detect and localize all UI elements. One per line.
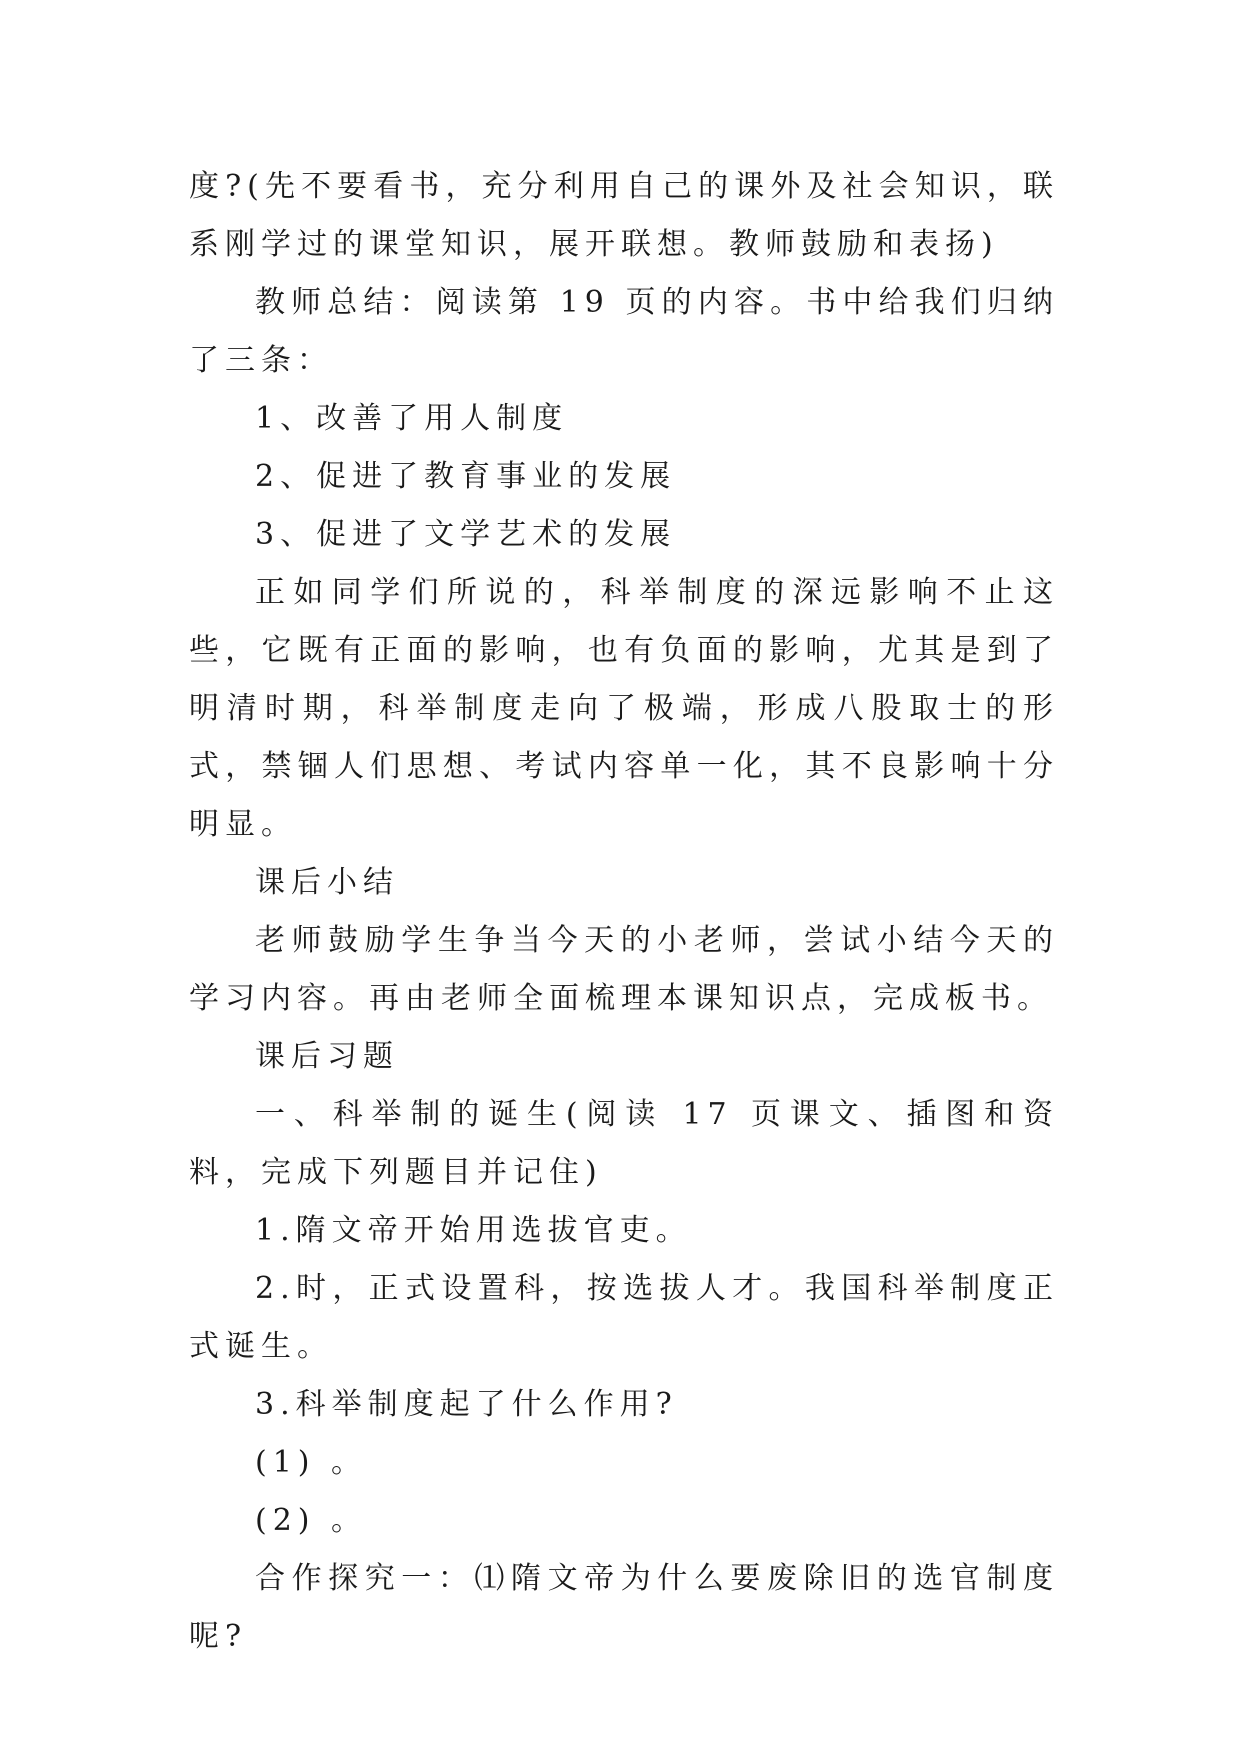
question-item: 3.科举制度起了什么作用?: [255, 1387, 678, 1422]
document-body: [189, 158, 1059, 1666]
paragraph: 一、科举制的诞生(阅读 17 页课文、插图和资料，完成下列题目并记住): [189, 1097, 1059, 1190]
list-item: 2、促进了教育事业的发展: [255, 459, 677, 494]
answer-blank: (2) 。: [255, 1503, 368, 1538]
paragraph: 老师鼓励学生争当今天的小老师，尝试小结今天的学习内容。再由老师全面梳理本课知识点，完成板书。: [189, 923, 1059, 1016]
paragraph: 教师总结：阅读第 19 页的内容。书中给我们归纳了三条：: [189, 285, 1059, 378]
list-item: 1、改善了用人制度: [255, 401, 569, 436]
answer-blank: (1) 。: [255, 1445, 368, 1480]
section-heading: 课后小结: [255, 865, 399, 900]
question-item: 1.隋文帝开始用选拔官吏。: [255, 1213, 692, 1248]
paragraph: 正如同学们所说的，科举制度的深远影响不止这些，它既有正面的影响，也有负面的影响，尤其是到了明清时期，科举制度走向了极端，形成八股取士的形式，禁锢人们思想、考试内容单一化，其不良影响十分明显。: [189, 575, 1059, 842]
question-item: 2.时，正式设置科，按选拔人才。我国科举制度正式诞生。: [189, 1271, 1059, 1364]
section-heading: 课后习题: [255, 1039, 399, 1074]
paragraph: 度?(先不要看书，充分利用自己的课外及社会知识，联系刚学过的课堂知识，展开联想。教师鼓励和表扬): [189, 169, 1059, 262]
list-item: 3、促进了文学艺术的发展: [255, 517, 677, 552]
paragraph: 合作探究一：⑴隋文帝为什么要废除旧的选官制度呢?: [189, 1561, 1059, 1654]
